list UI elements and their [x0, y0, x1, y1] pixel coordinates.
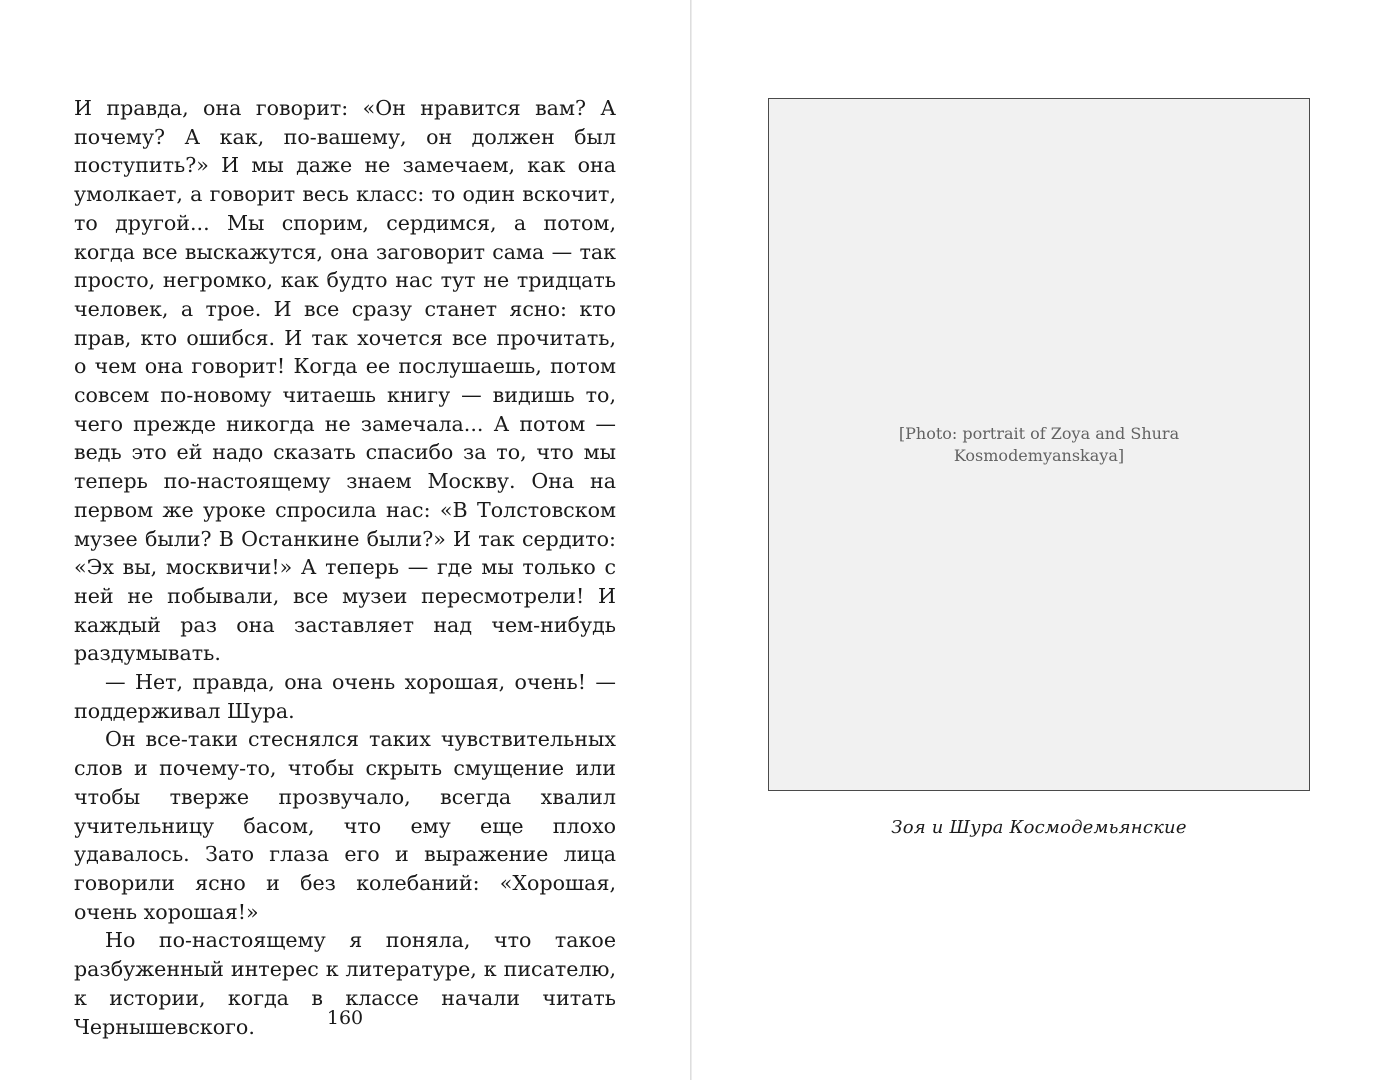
photo-caption: Зоя и Шура Космодемьянские: [891, 817, 1187, 838]
paragraph-3: Он все-таки стеснялся таких чувствительных слов и почему-то, чтобы скрыть смущение или чтобы тверже прозвучало, всегда хвалил учительницу басом, что ему еще плохо удавалось. Зато глаза его и выражение лица говорили ясно и без колебаний: «Хорошая, очень хорошая!»: [74, 727, 616, 924]
portrait-photo-placeholder: [768, 98, 1310, 791]
body-text: [74, 94, 616, 1041]
paragraph-2: — Нет, правда, она очень хорошая, очень! — поддерживал Шура.: [74, 670, 616, 723]
photo-placeholder-label: [Photo: portrait of Zoya and Shura Kosmodemyanskaya]: [898, 423, 1180, 465]
left-page: [0, 0, 690, 1080]
right-page: [692, 0, 1385, 1080]
page-number: 160: [326, 1007, 364, 1029]
paragraph-1: И правда, она говорит: «Он нравится вам? А почему? А как, по-вашему, он должен был поступить?» И мы даже не замечаем, как она умолкает, а говорит весь класс: то один вскочит, то другой... Мы спорим, сердимся, а потом, когда все выскажутся, она заговорит сама — так просто, негромко, как будто нас тут не тридцать человек, а трое. И все сразу станет ясно: кто прав, кто ошибся. И так хочется все прочитать, о чем она говорит! Когда ее послушаешь, потом совсем по-новому читаешь книгу — видишь то, чего прежде никогда не замечала... А потом — ведь это ей надо сказать спасибо за то, что мы теперь по-настоящему знаем Москву. Она на первом же уроке спросила нас: «В Толстовском музее были? В Останкине были?» И так сердито: «Эх вы, москвичи!» А теперь — где мы только с ней не побывали, все музеи пересмотрели! И каждый раз она заставляет над чем-нибудь раздумывать.: [74, 96, 616, 666]
paragraph-4: Но по-настоящему я поняла, что такое разбуженный интерес к литературе, к писателю, к истории, когда в классе начали читать Чернышевского.: [74, 928, 616, 1039]
